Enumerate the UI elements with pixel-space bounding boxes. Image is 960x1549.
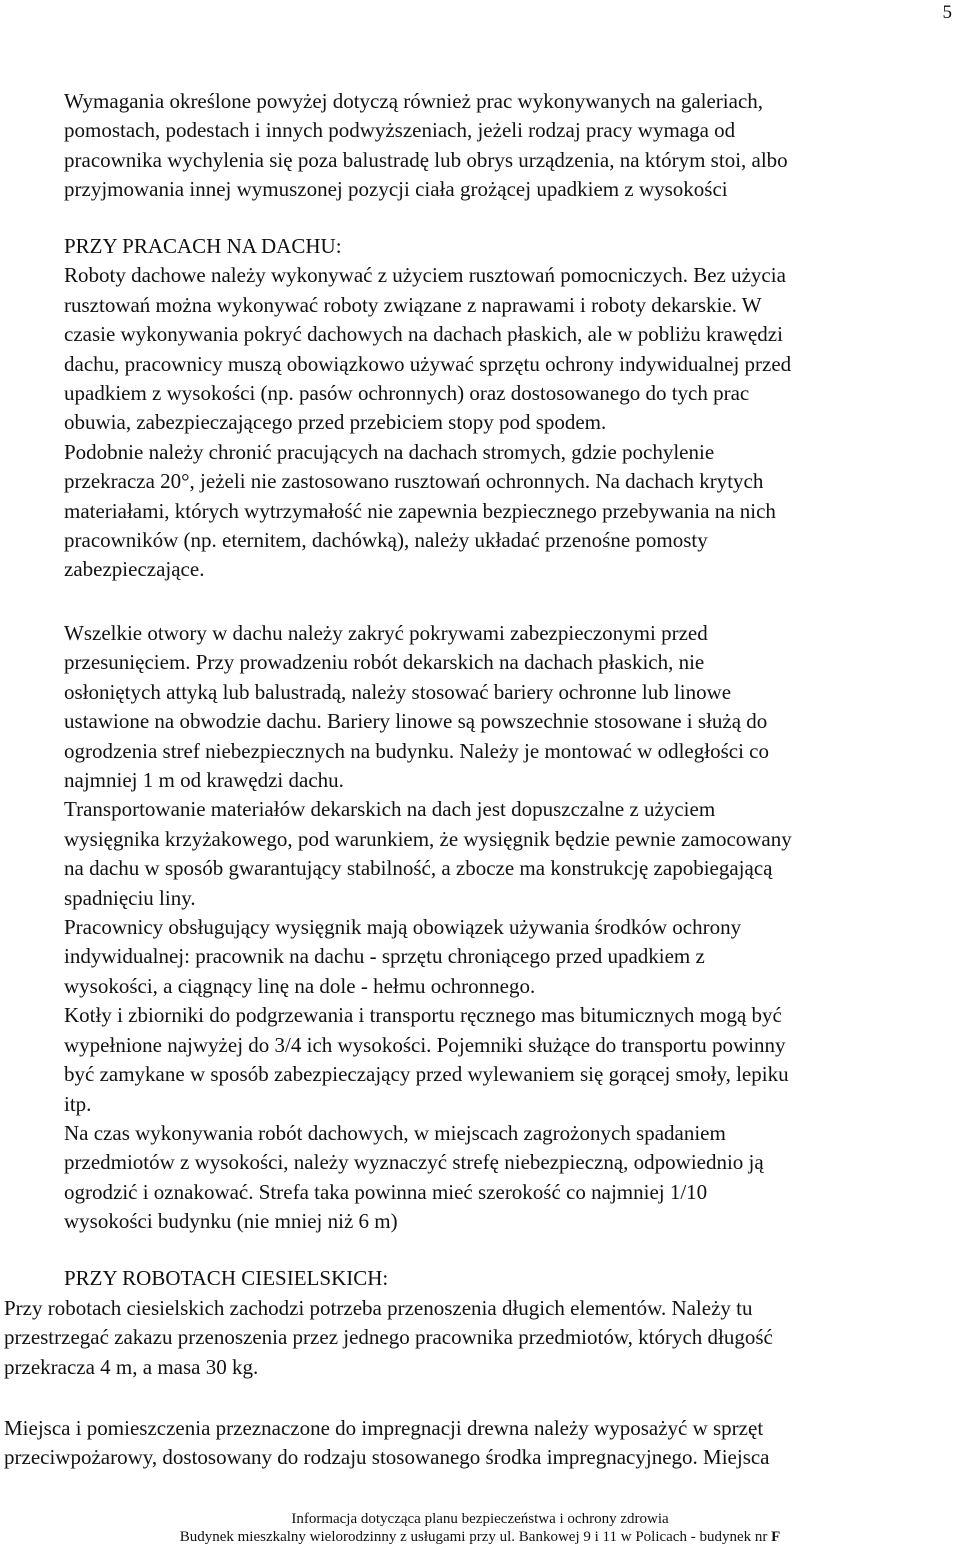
text-line: indywidualnej: pracownik na dachu - sprzętu chroniącego przed upadkiem z: [64, 944, 705, 969]
text-line: przeciwpożarowy, dostosowany do rodzaju stosowanego środka impregnacyjnego. Miejsca: [4, 1445, 770, 1470]
text-line: na dachu w sposób gwarantujący stabilność, a zbocze ma konstrukcję zapobiegającą: [64, 856, 773, 881]
text-line: przyjmowania innej wymuszonej pozycji ciała grożącej upadkiem z wysokości: [64, 177, 728, 202]
section-roof-work: [0, 232, 960, 585]
section-heading-roof: PRZY PRACACH NA DACHU:: [64, 234, 342, 258]
footer-building-info: [0, 1528, 960, 1546]
text-line: przesunięciem. Przy prowadzeniu robót dekarskich na dachach płaskich, nie: [64, 650, 705, 675]
text-line: Podobnie należy chronić pracujących na dachach stromych, gdzie pochylenie: [64, 439, 715, 464]
footer-title: Informacja dotycząca planu bezpieczeństwa i ochrony zdrowia: [291, 1511, 669, 1527]
section-heading-carpentry: PRZY ROBOTACH CIESIELSKICH:: [64, 1266, 389, 1290]
footer-address: Budynek mieszkalny wielorodzinny z usługami przy ul. Bankowej 9 i 11 w Policach - budynek nr: [179, 1529, 772, 1545]
text-line: wypełnione najwyżej do 3/4 ich wysokości. Pojemniki służące do transportu powinny: [64, 1032, 786, 1057]
text-line: przestrzegać zakazu przenoszenia przez jednego pracownika przedmiotów, których długość: [4, 1325, 773, 1350]
page-footer: [0, 1510, 960, 1546]
text-line: wysokości, a ciągnący linę na dole - hełmu ochronnego.: [64, 973, 536, 998]
paragraph-galleries: [0, 87, 960, 205]
text-line: przedmiotów z wysokości, należy wyznaczyć strefę niebezpieczną, odpowiednio ją: [64, 1150, 764, 1175]
text-line: pracowników (np. eternitem, dachówką), należy układać przenośne pomosty: [64, 528, 708, 553]
text-line: Przy robotach ciesielskich zachodzi potrzeba przenoszenia długich elementów. Należy tu: [4, 1296, 753, 1320]
text-line: Wymagania określone powyżej dotyczą również prac wykonywanych na galeriach,: [64, 89, 764, 113]
text-line: obuwia, zabezpieczającego przed przebiciem stopy pod spodem.: [64, 410, 607, 435]
text-line: osłoniętych attyką lub balustradą, należy stosować bariery ochronne lub linowe: [64, 679, 732, 704]
text-line: Roboty dachowe należy wykonywać z użyciem rusztowań pomocniczych. Bez użycia: [64, 263, 786, 288]
text-line: Transportowanie materiałów dekarskich na dach jest dopuszczalne z użyciem: [64, 797, 716, 822]
paragraph-impregnation: [0, 1414, 960, 1473]
paragraph-carpentry: [0, 1294, 960, 1382]
text-line: przekracza 20°, jeżeli nie zastosowano rusztowań ochronnych. Na dachach krytych: [64, 469, 764, 494]
text-line: Wszelkie otwory w dachu należy zakryć pokrywami zabezpieczonymi przed: [64, 621, 708, 645]
text-line: wysokości budynku (nie mniej niż 6 m): [64, 1209, 398, 1234]
text-line: Na czas wykonywania robót dachowych, w miejscach zagrożonych spadaniem: [64, 1120, 726, 1145]
text-line: ustawione na obwodzie dachu. Bariery linowe są powszechnie stosowane i służą do: [64, 709, 768, 734]
text-line: Kotły i zbiorniki do podgrzewania i transportu ręcznego mas bitumicznych mogą być: [64, 1003, 782, 1028]
text-line: zabezpieczające.: [64, 557, 205, 582]
text-line: upadkiem z wysokości (np. pasów ochronnych) oraz dostosowanego do tych prac: [64, 381, 750, 406]
section-heading-carpentry-wrap: [0, 1264, 960, 1293]
text-line: czasie wykonywania pokryć dachowych na dachach płaskich, ale w pobliżu krawędzi: [64, 322, 783, 347]
text-line: dachu, pracownicy muszą obowiązkowo używać sprzętu ochrony indywidualnej przed: [64, 351, 792, 376]
text-line: Pracownicy obsługujący wysięgnik mają obowiązek używania środków ochrony: [64, 915, 742, 940]
text-line: rusztowań można wykonywać roboty związane z naprawami i roboty dekarskie. W: [64, 292, 762, 317]
text-line: przekracza 4 m, a masa 30 kg.: [4, 1354, 259, 1379]
text-line: wysięgnika krzyżakowego, pod warunkiem, że wysięgnik będzie pewnie zamocowany: [64, 826, 792, 851]
text-line: spadnięciu liny.: [64, 885, 196, 910]
footer-building-letter: F: [771, 1529, 781, 1545]
text-line: pracownika wychylenia się poza balustradę lub obrys urządzenia, na którym stoi, albo: [64, 147, 788, 172]
text-line: pomostach, podestach i innych podwyższeniach, jeżeli rodzaj pracy wymaga od: [64, 118, 736, 143]
text-line: Miejsca i pomieszczenia przeznaczone do impregnacji drewna należy wyposażyć w sprzęt: [4, 1416, 764, 1440]
text-line: materiałami, których wytrzymałość nie zapewnia bezpiecznego przebywania na nich: [64, 498, 776, 523]
text-line: ogrodzić i oznakować. Strefa taka powinna mieć szerokość co najmniej 1/10: [64, 1179, 708, 1204]
text-line: najmniej 1 m od krawędzi dachu.: [64, 768, 344, 793]
page-number: 5: [942, 2, 952, 23]
text-line: itp.: [64, 1091, 92, 1116]
paragraph-roof-openings: [0, 619, 960, 1237]
text-line: ogrodzenia stref niebezpiecznych na budynku. Należy je montować w odległości co: [64, 738, 769, 763]
text-line: być zamykane w sposób zabezpieczający przed wylewaniem się gorącej smoły, lepiku: [64, 1062, 789, 1087]
